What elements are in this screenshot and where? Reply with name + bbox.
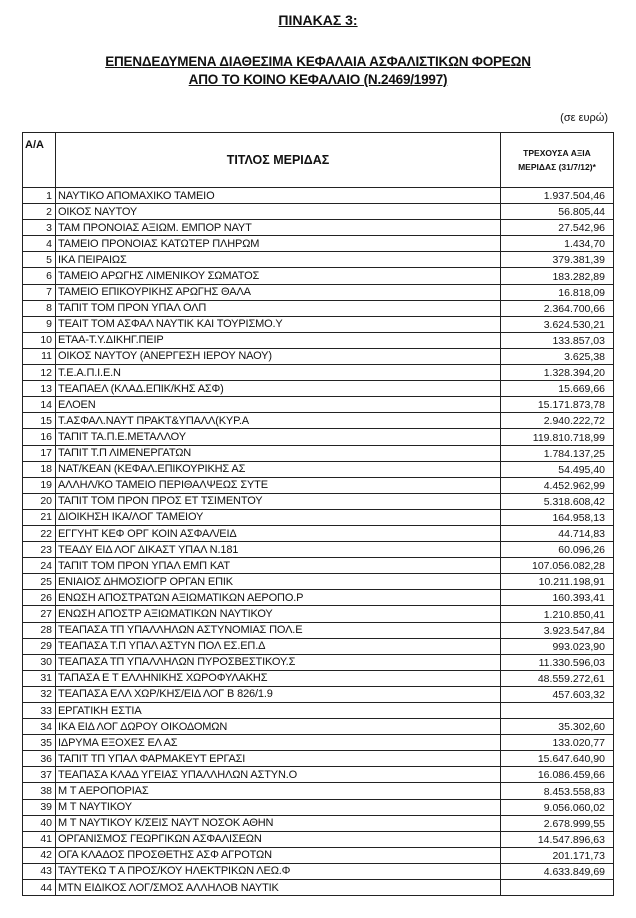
row-number: 3 — [23, 220, 56, 236]
row-number: 2 — [23, 204, 56, 220]
row-title: ΤΑΠΙΤ ΤΟΜ ΠΡΟΝ ΥΠΑΛ ΕΜΠ ΚΑΤ — [56, 558, 501, 574]
row-number: 22 — [23, 525, 56, 541]
row-number: 33 — [23, 703, 56, 719]
row-title: ΤΕΑΠΑΣΑ ΚΛΑΔ ΥΓΕΙΑΣ ΥΠΑΛΛΗΛΩΝ ΑΣΤΥΝ.Ο — [56, 767, 501, 783]
row-number: 23 — [23, 542, 56, 558]
row-value: 11.330.596,03 — [501, 654, 614, 670]
row-title: ΤΕΑΠΑΣΑ ΤΠ ΥΠΑΛΛΗΛΩΝ ΑΣΤΥΝΟΜΙΑΣ ΠΟΛ.Ε — [56, 622, 501, 638]
table-row — [23, 847, 614, 863]
row-title: Μ Τ ΝΑΥΤΙΚΟΥ — [56, 799, 501, 815]
row-title: ΤΑΜ ΠΡΟΝΟΙΑΣ ΑΞΙΩΜ. ΕΜΠΟΡ ΝΑΥΤ — [56, 220, 501, 236]
column-header-aa: Α/Α — [23, 133, 56, 188]
row-title: ΤΕΑΠΑΣΑ Τ.Π ΥΠΑΛ ΑΣΤΥΝ ΠΟΛ ΕΣ.ΕΠ.Δ — [56, 638, 501, 654]
row-value: 15.669,66 — [501, 381, 614, 397]
row-number: 26 — [23, 590, 56, 606]
table-row — [23, 670, 614, 686]
row-title: ΜΤΝ ΕΙΔΙΚΟΣ ΛΟΓ/ΣΜΟΣ ΑΛΛΗΛΟΒ ΝΑΥΤΙΚ — [56, 880, 501, 896]
column-header-value-line1: ΤΡΕΧΟΥΣΑ ΑΞΙΑ — [523, 148, 591, 158]
row-number: 15 — [23, 413, 56, 429]
table-row — [23, 799, 614, 815]
row-title: ΟΙΚΟΣ ΝΑΥΤΟΥ (ΑΝΕΡΓΕΣΗ ΙΕΡΟΥ ΝΑΟΥ) — [56, 348, 501, 364]
table-row — [23, 477, 614, 493]
document-title-line1: ΕΠΕΝΔΕΔΥΜΕΝΑ ΔΙΑΘΕΣΙΜΑ ΚΕΦΑΛΑΙΑ ΑΣΦΑΛΙΣΤΙΚΩΝ ΦΟΡΕΩΝ — [105, 54, 531, 69]
row-value: 15.647.640,90 — [501, 751, 614, 767]
table-row — [23, 783, 614, 799]
row-value: 183.282,89 — [501, 268, 614, 284]
row-value: 48.559.272,61 — [501, 670, 614, 686]
row-number: 32 — [23, 686, 56, 702]
row-title: ΤΑΠΑΣΑ Ε Τ ΕΛΛΗΝΙΚΗΣ ΧΩΡΟΦΥΛΑΚΗΣ — [56, 670, 501, 686]
row-number: 28 — [23, 622, 56, 638]
row-number: 14 — [23, 397, 56, 413]
row-value: 56.805,44 — [501, 204, 614, 220]
row-value: 35.302,60 — [501, 719, 614, 735]
unit-note: (σε ευρώ) — [560, 112, 608, 124]
row-number: 6 — [23, 268, 56, 284]
table-row — [23, 735, 614, 751]
row-title: ΤΑΠΙΤ Τ.Π ΛΙΜΕΝΕΡΓΑΤΩΝ — [56, 445, 501, 461]
row-title: ΝΑΥΤΙΚΟ ΑΠΟΜΑΧΙΚΟ ΤΑΜΕΙΟ — [56, 188, 501, 204]
row-number: 40 — [23, 815, 56, 831]
row-title: ΕΡΓΑΤΙΚΗ ΕΣΤΙΑ — [56, 703, 501, 719]
table-row — [23, 606, 614, 622]
row-number: 10 — [23, 332, 56, 348]
row-value: 1.937.504,46 — [501, 188, 614, 204]
row-value: 457.603,32 — [501, 686, 614, 702]
table-row — [23, 751, 614, 767]
table-row — [23, 686, 614, 702]
table-row — [23, 332, 614, 348]
row-number: 30 — [23, 654, 56, 670]
row-number: 36 — [23, 751, 56, 767]
table-row — [23, 188, 614, 204]
row-number: 27 — [23, 606, 56, 622]
row-number: 7 — [23, 284, 56, 300]
row-number: 17 — [23, 445, 56, 461]
row-value: 60.096,26 — [501, 542, 614, 558]
row-number: 44 — [23, 880, 56, 896]
table-row — [23, 638, 614, 654]
row-title: ΟΓΑ ΚΛΑΔΟΣ ΠΡΟΣΘΕΤΗΣ ΑΣΦ ΑΓΡΟΤΩΝ — [56, 847, 501, 863]
row-title: ΤΑΠΙΤ ΤΠ ΥΠΑΛ ΦΑΡΜΑΚΕΥΤ ΕΡΓΑΣΙ — [56, 751, 501, 767]
table-row — [23, 365, 614, 381]
table-row — [23, 574, 614, 590]
row-title: ΑΛΛΗΛ/ΚΟ ΤΑΜΕΙΟ ΠΕΡΙΘΑΛΨΕΩΣ ΣΥΤΕ — [56, 477, 501, 493]
row-title: ΤΑΠΙΤ ΤΟΜ ΠΡΟΝ ΠΡΟΣ ΕΤ ΤΣΙΜΕΝΤΟΥ — [56, 493, 501, 509]
table-row — [23, 252, 614, 268]
row-number: 29 — [23, 638, 56, 654]
row-number: 31 — [23, 670, 56, 686]
row-value: 3.923.547,84 — [501, 622, 614, 638]
row-value: 119.810.718,99 — [501, 429, 614, 445]
row-number: 37 — [23, 767, 56, 783]
row-title: ΤΕΑΠΑΕΛ (ΚΛΑΔ.ΕΠΙΚ/ΚΗΣ ΑΣΦ) — [56, 381, 501, 397]
row-title: Μ Τ ΝΑΥΤΙΚΟΥ Κ/ΣΕΙΣ ΝΑΥΤ ΝΟΣΟΚ ΑΘΗΝ — [56, 815, 501, 831]
row-title: ΕΤΑΑ-Τ.Υ.ΔΙΚΗΓ.ΠΕΙΡ — [56, 332, 501, 348]
table-row — [23, 525, 614, 541]
row-value: 160.393,41 — [501, 590, 614, 606]
row-title: ΟΡΓΑΝΙΣΜΟΣ ΓΕΩΡΓΙΚΩΝ ΑΣΦΑΛΙΣΕΩΝ — [56, 831, 501, 847]
table-row — [23, 719, 614, 735]
row-number: 42 — [23, 847, 56, 863]
row-title: ΤΑΜΕΙΟ ΠΡΟΝΟΙΑΣ ΚΑΤΩΤΕΡ ΠΛΗΡΩΜ — [56, 236, 501, 252]
row-value: 4.633.849,69 — [501, 863, 614, 879]
table-label: ΠΙΝΑΚΑΣ 3: — [278, 12, 358, 28]
row-number: 25 — [23, 574, 56, 590]
row-title: ΕΛΟΕΝ — [56, 397, 501, 413]
row-number: 38 — [23, 783, 56, 799]
row-title: ΟΙΚΟΣ ΝΑΥΤΟΥ — [56, 204, 501, 220]
column-header-title: ΤΙΤΛΟΣ ΜΕΡΙΔΑΣ — [56, 133, 501, 188]
row-value — [501, 880, 614, 896]
table-row — [23, 880, 614, 896]
table-row — [23, 381, 614, 397]
row-title: ΤΑΜΕΙΟ ΕΠΙΚΟΥΡΙΚΗΣ ΑΡΩΓΗΣ ΘΑΛΑ — [56, 284, 501, 300]
row-title: ΤΕΑΙΤ ΤΟΜ ΑΣΦΑΛ ΝΑΥΤΙΚ ΚΑΙ ΤΟΥΡΙΣΜΟ.Υ — [56, 316, 501, 332]
row-value: 4.452.962,99 — [501, 477, 614, 493]
row-value: 27.542,96 — [501, 220, 614, 236]
row-title: ΕΝΩΣΗ ΑΠΟΣΤΡΑΤΩΝ ΑΞΙΩΜΑΤΙΚΩΝ ΑΕΡΟΠΟ.Ρ — [56, 590, 501, 606]
table-row — [23, 220, 614, 236]
row-number: 43 — [23, 863, 56, 879]
table-row — [23, 429, 614, 445]
row-title: ΤΕΑΠΑΣΑ ΤΠ ΥΠΑΛΛΗΛΩΝ ΠΥΡΟΣΒΕΣΤΙΚΟΥ.Σ — [56, 654, 501, 670]
table-row — [23, 284, 614, 300]
row-number: 8 — [23, 300, 56, 316]
row-value: 16.086.459,66 — [501, 767, 614, 783]
row-title: Τ.Ε.Α.Π.Ι.Ε.Ν — [56, 365, 501, 381]
row-number: 16 — [23, 429, 56, 445]
row-value: 5.318.608,42 — [501, 493, 614, 509]
table-row — [23, 204, 614, 220]
table-row — [23, 461, 614, 477]
row-title: ΙΚΑ ΕΙΔ ΛΟΓ ΔΩΡΟΥ ΟΙΚΟΔΟΜΩΝ — [56, 719, 501, 735]
row-value: 2.678.999,55 — [501, 815, 614, 831]
row-value: 1.328.394,20 — [501, 365, 614, 381]
table-row — [23, 622, 614, 638]
row-value: 14.547.896,63 — [501, 831, 614, 847]
row-number: 24 — [23, 558, 56, 574]
row-value: 133.020,77 — [501, 735, 614, 751]
table-row — [23, 863, 614, 879]
row-value: 3.624.530,21 — [501, 316, 614, 332]
column-header-value-line2: ΜΕΡΙΔΑΣ (31/7/12)* — [518, 162, 596, 172]
table-row — [23, 542, 614, 558]
row-title: ΤΑΠΙΤ ΤΟΜ ΠΡΟΝ ΥΠΑΛ ΟΛΠ — [56, 300, 501, 316]
row-number: 4 — [23, 236, 56, 252]
table-row — [23, 348, 614, 364]
row-value: 2.940.222,72 — [501, 413, 614, 429]
row-value: 54.495,40 — [501, 461, 614, 477]
row-value: 10.211.198,91 — [501, 574, 614, 590]
row-title: ΕΝΩΣΗ ΑΠΟΣΤΡ ΑΞΙΩΜΑΤΙΚΩΝ ΝΑΥΤΙΚΟΥ — [56, 606, 501, 622]
table-row — [23, 413, 614, 429]
row-number: 21 — [23, 509, 56, 525]
row-value: 379.381,39 — [501, 252, 614, 268]
row-number: 35 — [23, 735, 56, 751]
document-title-line2: ΑΠΟ ΤΟ ΚΟΙΝΟ ΚΕΦΑΛΑΙΟ (Ν.2469/1997) — [188, 72, 448, 87]
row-title: Μ Τ ΑΕΡΟΠΟΡΙΑΣ — [56, 783, 501, 799]
row-value: 133.857,03 — [501, 332, 614, 348]
row-number: 11 — [23, 348, 56, 364]
table-row — [23, 445, 614, 461]
funds-table — [22, 132, 614, 896]
table-body — [23, 188, 614, 896]
row-title: ΤΕΑΠΑΣΑ ΕΛΛ ΧΩΡ/ΚΗΣ/ΕΙΔ ΛΟΓ Β 826/1.9 — [56, 686, 501, 702]
row-title: ΕΓΓΥΗΤ ΚΕΦ ΟΡΓ ΚΟΙΝ ΑΣΦΑΛ/ΕΙΔ — [56, 525, 501, 541]
table-row — [23, 493, 614, 509]
row-value: 44.714,83 — [501, 525, 614, 541]
table-row — [23, 558, 614, 574]
row-title: ΙΔΡΥΜΑ ΕΞΟΧΕΣ ΕΛ ΑΣ — [56, 735, 501, 751]
row-value: 1.210.850,41 — [501, 606, 614, 622]
row-number: 9 — [23, 316, 56, 332]
row-title: ΤΕΑΔΥ ΕΙΔ ΛΟΓ ΔΙΚΑΣΤ ΥΠΑΛ Ν.181 — [56, 542, 501, 558]
table-row — [23, 316, 614, 332]
row-value: 15.171.873,78 — [501, 397, 614, 413]
table-row — [23, 509, 614, 525]
row-value: 201.171,73 — [501, 847, 614, 863]
row-value: 107.056.082,28 — [501, 558, 614, 574]
table-row — [23, 268, 614, 284]
row-number: 1 — [23, 188, 56, 204]
row-number: 18 — [23, 461, 56, 477]
row-title: ΙΚΑ ΠΕΙΡΑΙΩΣ — [56, 252, 501, 268]
column-header-value — [501, 133, 614, 188]
row-title: Τ.ΑΣΦΑΛ.ΝΑΥΤ ΠΡΑΚΤ&ΥΠΑΛΛ(ΚΥΡ.Α — [56, 413, 501, 429]
row-value: 164.958,13 — [501, 509, 614, 525]
row-title: ΔΙΟΙΚΗΣΗ ΙΚΑ/ΛΟΓ ΤΑΜΕΙΟΥ — [56, 509, 501, 525]
row-number: 34 — [23, 719, 56, 735]
table-header-row — [23, 133, 614, 188]
row-value: 2.364.700,66 — [501, 300, 614, 316]
table-row — [23, 767, 614, 783]
row-number: 12 — [23, 365, 56, 381]
row-value: 8.453.558,83 — [501, 783, 614, 799]
row-title: ΕΝΙΑΙΟΣ ΔΗΜΟΣΙΟΓΡ ΟΡΓΑΝ ΕΠΙΚ — [56, 574, 501, 590]
table-row — [23, 831, 614, 847]
row-number: 13 — [23, 381, 56, 397]
row-value — [501, 703, 614, 719]
table-row — [23, 815, 614, 831]
row-value: 3.625,38 — [501, 348, 614, 364]
row-number: 5 — [23, 252, 56, 268]
row-number: 41 — [23, 831, 56, 847]
row-title: ΝΑΤ/ΚΕΑΝ (ΚΕΦΑΛ.ΕΠΙΚΟΥΡΙΚΗΣ ΑΣ — [56, 461, 501, 477]
row-title: ΤΑΜΕΙΟ ΑΡΩΓΗΣ ΛΙΜΕΝΙΚΟΥ ΣΩΜΑΤΟΣ — [56, 268, 501, 284]
row-value: 9.056.060,02 — [501, 799, 614, 815]
table-row — [23, 300, 614, 316]
row-value: 993.023,90 — [501, 638, 614, 654]
table-row — [23, 703, 614, 719]
row-number: 39 — [23, 799, 56, 815]
table-row — [23, 590, 614, 606]
table-row — [23, 654, 614, 670]
row-value: 1.784.137,25 — [501, 445, 614, 461]
table-row — [23, 236, 614, 252]
row-value: 1.434,70 — [501, 236, 614, 252]
row-value: 16.818,09 — [501, 284, 614, 300]
row-title: ΤΑΥΤΕΚΩ Τ Α ΠΡΟΣ/ΚΟΥ ΗΛΕΚΤΡΙΚΩΝ ΛΕΩ.Φ — [56, 863, 501, 879]
table-row — [23, 397, 614, 413]
row-number: 19 — [23, 477, 56, 493]
row-title: ΤΑΠΙΤ ΤΑ.Π.Ε.ΜΕΤΑΛΛΟΥ — [56, 429, 501, 445]
row-number: 20 — [23, 493, 56, 509]
